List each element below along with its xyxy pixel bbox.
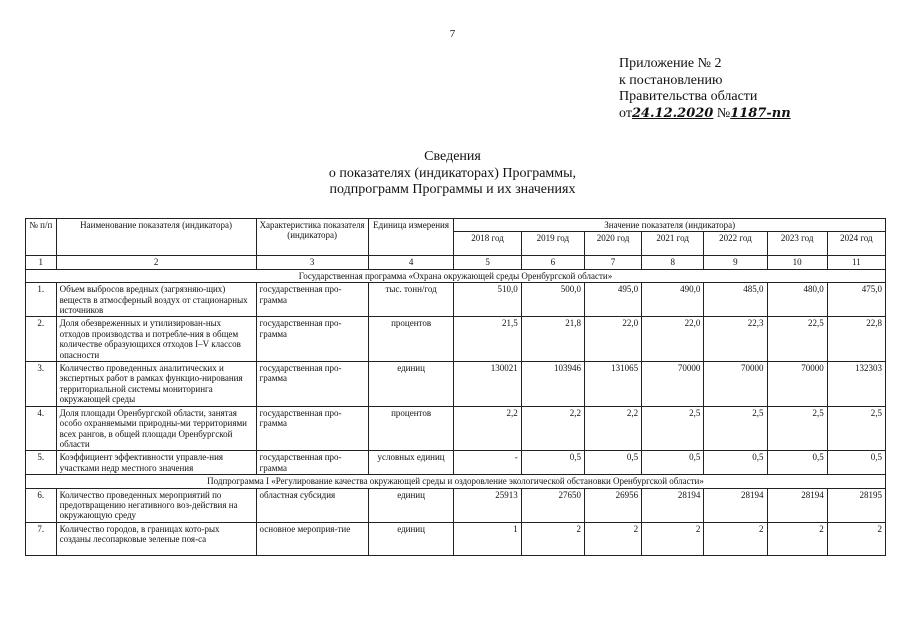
handwritten-date: 24.12.2020: [631, 105, 714, 121]
indicator-value: 2,2: [584, 406, 641, 451]
title-line-3: подпрограмм Программы и их значениях: [329, 182, 576, 197]
column-number: 4: [368, 256, 454, 269]
header-value-group: Значение показателя (индикатора): [454, 219, 886, 232]
indicator-value: 2,2: [521, 406, 584, 451]
indicator-value: 2: [642, 522, 704, 555]
header-year: 2019 год: [521, 232, 584, 256]
indicator-value: 2: [521, 522, 584, 555]
appendix-line-3: Правительства области: [619, 89, 758, 104]
table-row: [26, 362, 886, 407]
header-characteristic: Характеристика показателя (индикатора): [256, 219, 368, 256]
header-row: [26, 219, 886, 232]
indicator-characteristic: областная субсидия: [256, 488, 368, 522]
indicator-value: 26956: [584, 488, 641, 522]
row-number: 6.: [26, 488, 57, 522]
column-numbers-row: [26, 256, 886, 269]
indicator-name: Количество проведенных мероприятий по предотвращению негативного воз-действия на окружающую среду: [56, 488, 256, 522]
row-number: 1.: [26, 283, 57, 317]
indicator-value: 21,8: [521, 317, 584, 362]
header-name: Наименование показателя (индикатора): [56, 219, 256, 256]
indicator-value: 2,5: [767, 406, 827, 451]
indicator-value: 103946: [521, 362, 584, 407]
table-row: [26, 522, 886, 555]
indicator-value: 28194: [642, 488, 704, 522]
indicator-value: 485,0: [704, 283, 767, 317]
indicator-value: 2,5: [704, 406, 767, 451]
column-number: 8: [642, 256, 704, 269]
indicator-name: Доля площади Оренбургской области, занятая особо охраняемыми природны-ми территориями всех рангов, в общей площади Оренбургской области: [56, 406, 256, 451]
table-row: [26, 317, 886, 362]
indicator-value: 27650: [521, 488, 584, 522]
unit-of-measure: тыс. тонн/год: [368, 283, 454, 317]
unit-of-measure: процентов: [368, 406, 454, 451]
unit-of-measure: единиц: [368, 488, 454, 522]
header-year: 2018 год: [454, 232, 521, 256]
unit-of-measure: условных единиц: [368, 451, 454, 475]
handwritten-number: 1187-пп: [730, 105, 791, 121]
indicator-value: 22,8: [827, 317, 885, 362]
row-number: 4.: [26, 406, 57, 451]
indicator-value: 21,5: [454, 317, 521, 362]
indicator-value: 22,5: [767, 317, 827, 362]
indicator-value: 510,0: [454, 283, 521, 317]
header-year: 2024 год: [827, 232, 885, 256]
indicator-value: 1: [454, 522, 521, 555]
indicator-value: 2,5: [827, 406, 885, 451]
appendix-date-line: [619, 106, 791, 123]
indicator-value: 132303: [827, 362, 885, 407]
column-number: 9: [704, 256, 767, 269]
row-number: 7.: [26, 522, 57, 555]
indicator-value: 22,0: [642, 317, 704, 362]
indicator-value: 28194: [704, 488, 767, 522]
table-row: [26, 406, 886, 451]
column-number: 2: [56, 256, 256, 269]
indicator-value: 25913: [454, 488, 521, 522]
indicator-value: 0,5: [584, 451, 641, 475]
indicator-value: 70000: [704, 362, 767, 407]
indicator-value: 490,0: [642, 283, 704, 317]
document-title: [0, 149, 905, 199]
unit-of-measure: единиц: [368, 522, 454, 555]
indicator-value: 28194: [767, 488, 827, 522]
header-year: 2023 год: [767, 232, 827, 256]
indicator-value: 480,0: [767, 283, 827, 317]
indicator-name: Количество проведенных аналитических и экспертных работ в рамках функцио-нирования территориальной системы мониторинга окружающей среды: [56, 362, 256, 407]
indicator-value: 28195: [827, 488, 885, 522]
column-number: 11: [827, 256, 885, 269]
indicator-value: 0,5: [827, 451, 885, 475]
state-program-row: [26, 269, 886, 282]
column-number: 6: [521, 256, 584, 269]
header-num: № п/п: [26, 219, 57, 256]
indicator-name: Объем выбросов вредных (загрязняю-щих) веществ в атмосферный воздух от стационарных источников: [56, 283, 256, 317]
title-line-1: Сведения: [424, 149, 481, 164]
column-number: 1: [26, 256, 57, 269]
indicator-value: 2: [827, 522, 885, 555]
indicator-value: 2: [704, 522, 767, 555]
indicator-value: 0,5: [767, 451, 827, 475]
header-year: 2022 год: [704, 232, 767, 256]
subprogram-row: [26, 475, 886, 488]
indicator-value: 2,5: [642, 406, 704, 451]
indicator-characteristic: государственная про-грамма: [256, 406, 368, 451]
indicator-value: 2,2: [454, 406, 521, 451]
subprogram-title: Подпрограмма I «Регулирование качества окружающей среды и оздоровление экологической обстановки Оренбургской области»: [26, 475, 886, 488]
appendix-line-2: к постановлению: [619, 72, 723, 88]
header-year: 2021 год: [642, 232, 704, 256]
indicator-characteristic: государственная про-грамма: [256, 317, 368, 362]
indicator-name: Количество городов, в границах кото-рых созданы лесопарковые зеленые поя-са: [56, 522, 256, 555]
indicator-value: 2: [584, 522, 641, 555]
indicator-value: 0,5: [642, 451, 704, 475]
indicator-value: -: [454, 451, 521, 475]
row-number: 2.: [26, 317, 57, 362]
indicator-value: 22,3: [704, 317, 767, 362]
indicator-value: 131065: [584, 362, 641, 407]
column-number: 5: [454, 256, 521, 269]
column-number: 3: [256, 256, 368, 269]
indicator-value: 0,5: [704, 451, 767, 475]
header-unit: Единица измерения: [368, 219, 454, 256]
indicator-characteristic: государственная про-грамма: [256, 362, 368, 407]
table-row: [26, 488, 886, 522]
indicator-value: 22,0: [584, 317, 641, 362]
state-program-title: Государственная программа «Охрана окружающей среды Оренбургской области»: [26, 269, 886, 282]
appendix-header: [619, 56, 791, 122]
indicator-value: 0,5: [521, 451, 584, 475]
indicator-characteristic: основное мероприя-тие: [256, 522, 368, 555]
indicator-value: 2: [767, 522, 827, 555]
indicator-value: 130021: [454, 362, 521, 407]
indicator-value: 70000: [642, 362, 704, 407]
column-number: 10: [767, 256, 827, 269]
indicators-table: [25, 218, 886, 556]
column-number: 7: [584, 256, 641, 269]
header-year: 2020 год: [584, 232, 641, 256]
number-prefix: №: [716, 105, 731, 121]
indicator-name: Доля обезвреженных и утилизирован-ных отходов производства и потребле-ния в общем количестве образующихся отходов I–V классов опасности: [56, 317, 256, 362]
indicator-value: 500,0: [521, 283, 584, 317]
indicator-value: 495,0: [584, 283, 641, 317]
title-line-2: о показателях (индикаторах) Программы,: [328, 165, 577, 181]
indicator-value: 475,0: [827, 283, 885, 317]
unit-of-measure: процентов: [368, 317, 454, 362]
appendix-line-1: Приложение № 2: [619, 56, 722, 71]
indicator-value: 70000: [767, 362, 827, 407]
row-number: 3.: [26, 362, 57, 407]
indicator-characteristic: государственная про-грамма: [256, 451, 368, 475]
page-number: 7: [449, 28, 456, 40]
table-row: [26, 283, 886, 317]
unit-of-measure: единиц: [368, 362, 454, 407]
indicator-characteristic: государственная про-грамма: [256, 283, 368, 317]
indicator-name: Коэффициент эффективности управле-ния участками недр местного значения: [56, 451, 256, 475]
table-row: [26, 451, 886, 475]
date-prefix: от: [619, 105, 632, 121]
row-number: 5.: [26, 451, 57, 475]
